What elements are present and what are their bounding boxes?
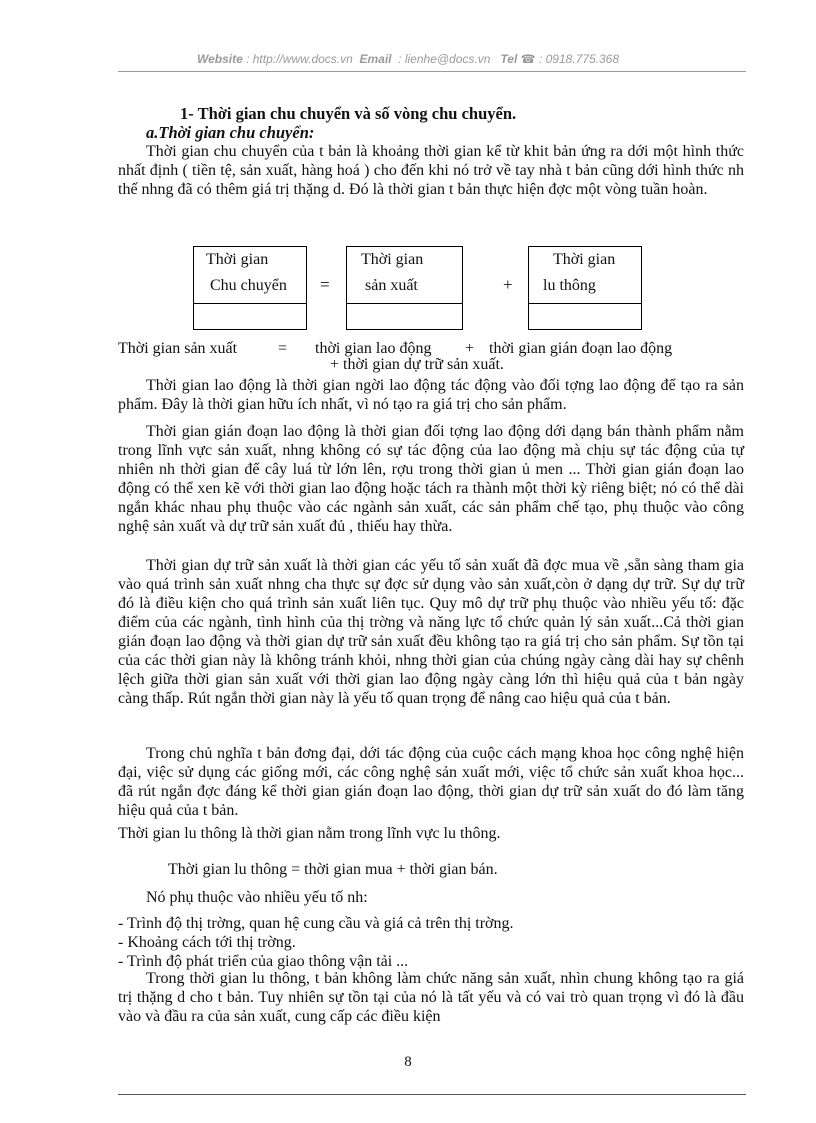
paragraph-7: Nó phụ thuộc vào nhiều yếu tố nh: xyxy=(146,889,368,906)
formula1-lhs: Thời gian sản xuất xyxy=(118,340,238,357)
box-circulation-time xyxy=(528,246,642,330)
box-turnover-line2: Chu chuyển xyxy=(210,277,287,294)
box-turnover-time xyxy=(193,246,307,330)
box-circulation-line2: lu thông xyxy=(543,277,596,294)
factor-list xyxy=(118,914,744,971)
email-value: : lienhe@docs.vn xyxy=(398,52,491,66)
section-subtitle: a.Thời gian chu chuyển: xyxy=(146,123,315,142)
tel-label: Tel ☎ xyxy=(500,52,536,66)
section-title: 1- Thời gian chu chuyển và số vòng chu chuyển. xyxy=(180,104,517,123)
tel-value: : 0918.775.368 xyxy=(538,52,620,66)
paragraph-8: Trong thời gian lu thông, t bản không làm chức năng sản xuất, nhìn chung không tạo ra giá trị thặng d cho t bản. Tuy nhiên sự tồn tại của nó là tất yếu và có vai trò quan trọng vì đó là đầu vào và đầu ra của sản xuất, cung cấp các điều kiện xyxy=(118,970,744,1025)
formula1-term2: thời gian gián đoạn lao động xyxy=(489,340,673,357)
diagram-equals: = xyxy=(320,275,330,294)
paragraph-3: Thời gian gián đoạn lao động là thời gian đối tợng lao động dới dạng bán thành phẩm nằm trong lĩnh vực sản xuất, nhng không có sự tác động của lao động mà chịu sự tác động của tự nhiên nh thời gian để cây luá từ lớn lên, rợu trong thời gian ủ men ... Thời gian gián đoạn lao động có thể xen kẽ với thời gian lao động hoặc tách ra thành một thời kỳ riêng biệt; nó có thể dài ngắn khác nhau phụ thuộc vào các ngành sản xuất, các sản phẩm chế tạo, phụ thuộc vào công nghệ sản xuất và dự trữ sản xuất đủ , thiếu hay thừa. xyxy=(118,423,744,535)
formula1-term1: thời gian lao động xyxy=(315,340,432,357)
diagram-plus: + xyxy=(503,275,513,294)
formula1-eq: = xyxy=(278,340,288,357)
box-production-line2: sản xuất xyxy=(365,277,418,294)
paragraph-4: Thời gian dự trữ sản xuất là thời gian các yếu tố sản xuất đã đợc mua về ,sẵn sàng tham gia vào quá trình sản xuất nhng cha thực sự đợc sử dụng vào sản xuất,còn ở dạng dự trữ. Sự dự trữ đó là điều kiện cho quá trình sản xuất liên tục. Quy mô dự trữ phụ thuộc vào nhiều yếu tố: đặc điểm của các ngành, tình hình của thị trờng và năng lực tổ chức quản lý sản xuất...Cả thời gian gián đoạn lao động và thời gian dự trữ sản xuất đều không tạo ra giá trị cho sản phẩm. Sự tồn tại của các thời gian này là không tránh khỏi, nhng thời gian của chúng ngày càng dài hay sự chênh lệch giữa thời gian sản xuất với thời gian lao động ngày càng lớn thì hiệu quả của t bản ngày càng thấp. Rút ngắn thời gian này là yếu tố quan trọng để nâng cao hiệu quả của t bản. xyxy=(118,557,744,707)
formula2: Thời gian lu thông = thời gian mua + thời gian bán. xyxy=(168,861,498,878)
footer-divider xyxy=(118,1094,746,1095)
email-label: Email xyxy=(359,52,392,66)
box-production-time xyxy=(346,246,463,330)
paragraph-5: Trong chủ nghĩa t bản đơng đại, dới tác động của cuộc cách mạng khoa học công nghệ hiện đại, việc sử dụng các giống mới, các công nghệ sản xuất mới, việc tổ chức sản xuất khoa học... đã rút ngắn đợc đáng kể thời gian gián đoạn lao động, thời gian dự trữ sản xuất do đó làm tăng hiệu quả của t bản. xyxy=(118,745,744,819)
list-item: - Trình độ phát triển của giao thông vận tải ... xyxy=(118,953,409,970)
list-item: - Trình độ thị trờng, quan hệ cung cầu và giá cả trên thị trờng. xyxy=(118,915,514,932)
paragraph-6: Thời gian lu thông là thời gian nằm trong lĩnh vực lu thông. xyxy=(118,825,501,842)
box-turnover-line1: Thời gian xyxy=(206,251,269,268)
header-divider xyxy=(118,71,746,72)
box-circulation-line1: Thời gian xyxy=(553,251,616,268)
formula1-plus: + xyxy=(465,340,475,357)
page-number: 8 xyxy=(404,1054,412,1070)
formula1-line2: + thời gian dự trữ sản xuất. xyxy=(330,356,504,373)
list-item: - Khoảng cách tới thị trờng. xyxy=(118,934,296,951)
paragraph-1: Thời gian chu chuyển của t bản là khoảng thời gian kể từ khit bản ứng ra dới một hình thức nhất định ( tiền tệ, sản xuất, hàng hoá ) cho đến khi nó trở về tay nhà t bản cũng dới hình thức nh thế nhng đã có thêm giá trị thặng d. Đó là thời gian t bản thực hiện đợc một vòng tuần hoàn. xyxy=(118,143,744,198)
website-label: Website xyxy=(196,52,243,66)
paragraph-2: Thời gian lao động là thời gian ngời lao động tác động vào đối tợng lao động để tạo ra sản phẩm. Đây là thời gian hữu ích nhất, vì nó tạo ra giá trị cho sản phẩm. xyxy=(118,377,744,413)
box-production-line1: Thời gian xyxy=(361,251,424,268)
page-header xyxy=(0,52,816,66)
website-value: : http://www.docs.vn xyxy=(246,52,353,66)
